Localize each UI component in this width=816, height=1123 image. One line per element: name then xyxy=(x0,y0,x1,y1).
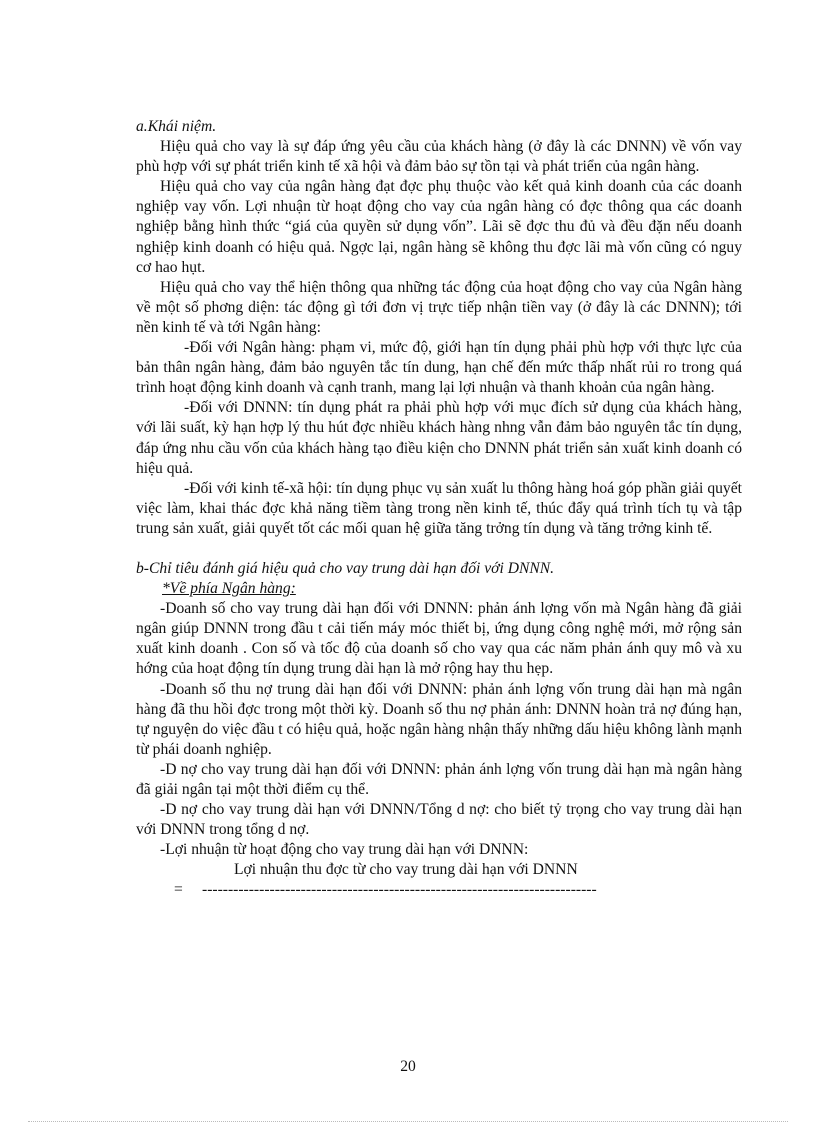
page-bottom-border xyxy=(28,1121,788,1122)
paragraph-ratio: -D nợ cho vay trung dài hạn với DNNN/Tổng d nợ: cho biết tỷ trọng cho vay trung dài hạn với DNNN trong tổng d nợ. xyxy=(136,801,742,839)
paragraph-loan-sales: -Doanh số cho vay trung dài hạn đối với DNNN: phản ánh lợng vốn mà Ngân hàng đã giải ngân giúp DNNN trong đầu t cải tiến máy móc thiết bị, ứng dụng công nghệ mới, mở rộng sản xuất kinh doanh . Con số và tốc độ của doanh số cho vay qua các năm phản ánh quy mô và xu hớng của hoạt động tín dụng trung dài hạn là mở rộng hay thu hẹp. xyxy=(136,600,742,678)
paragraph-debt-collection: -Doanh số thu nợ trung dài hạn đối với DNNN: phản ánh lợng vốn trung dài hạn mà ngân hàng đã thu hồi đợc trong một thời kỳ. Doanh số thu nợ phản ánh: DNNN hoàn trả nợ đúng hạn, tự nguyện do việc đầu t có hiệu quả, hoặc ngân hàng nhận thấy những dấu hiệu không lành mạnh từ phái doanh nghiệp. xyxy=(136,680,742,758)
paragraph-outstanding: -D nợ cho vay trung dài hạn đối với DNNN: phản ánh lợng vốn trung dài hạn mà ngân hàng đã giải ngân tại một thời điểm cụ thể. xyxy=(136,760,742,798)
paragraph-definition: Hiệu quả cho vay là sự đáp ứng yêu cầu của khách hàng (ở đây là các DNNN) về vốn vay phù hợp với sự phát triển kinh tế xã hội và đảm bảo sự tồn tại và phát triển của ngân hàng. xyxy=(136,138,742,176)
paragraph-economy: -Đối với kinh tế-xã hội: tín dụng phục vụ sản xuất lu thông hàng hoá góp phần giải quyết việc làm, khai thác đợc khả năng tiềm tàng trong nền kinh tế, thúc đẩy quá trình tích tụ và tập trung sản xuất, giải quyết tốt các mối quan hệ giữa tăng trởng tín dụng và tăng trởng kinh tế. xyxy=(136,479,742,537)
equals-sign: = xyxy=(174,881,183,899)
paragraph-bank: -Đối với Ngân hàng: phạm vi, mức độ, giới hạn tín dụng phải phù hợp với thực lực của bản thân ngân hàng, đảm bảo nguyên tắc tín dung, hạn chế đến mức thấp nhất rủi ro trong quá trình hoạt động kinh doanh và cạnh tranh, mang lại lợi nhuận và thanh khoản của ngân hàng. xyxy=(136,339,742,397)
section-b-heading: b-Chỉ tiêu đánh giá hiệu quả cho vay trung dài hạn đối với DNNN. xyxy=(136,559,555,577)
formula-numerator: Lợi nhuận thu đợc từ cho vay trung dài hạn với DNNN xyxy=(234,861,578,879)
paragraph-soe: -Đối với DNNN: tín dụng phát ra phải phù hợp với mục đích sử dụng của khách hàng, với lãi suất, kỳ hạn hợp lý thu hút đợc nhiều khách hàng nhng vẫn đảm bảo nguyên tắc tín dụng, đáp ứng nhu cầu vốn của khách hàng tạo điều kiện cho DNNN phát triển sản xuất kinh doanh có hiệu quả. xyxy=(136,399,742,477)
paragraph-profit-indicator: -Lợi nhuận từ hoạt động cho vay trung dài hạn với DNNN: xyxy=(160,841,529,859)
fraction-rule: ---------------------------------------------------------------------------- xyxy=(202,881,597,899)
paragraph-impact: Hiệu quả cho vay thể hiện thông qua những tác động của hoạt động cho vay của Ngân hàng về một số phơng diện: tác động gì tới đơn vị trực tiếp nhận tiền vay (ở đây là các DNNN); tới nền kinh tế và tới Ngân hàng: xyxy=(136,278,742,336)
document-page xyxy=(136,117,742,901)
formula-line xyxy=(136,880,742,900)
paragraph-profit: Hiệu quả cho vay của ngân hàng đạt đợc phụ thuộc vào kết quả kinh doanh của các doanh nghiệp vay vốn. Lợi nhuận từ hoạt động cho vay của ngân hàng có đợc thông qua các doanh nghiệp bằng hình thức “giá của quyền sử dụng vốn”. Lãi sẽ đợc thu đủ và đều đặn nếu doanh nghiệp kinh doanh có hiệu quả. Ngợc lại, ngân hàng sẽ không thu đợc lãi mà vốn cũng có nguy cơ hao hụt. xyxy=(136,178,742,276)
section-gap xyxy=(136,539,742,559)
section-b-subheading: *Về phía Ngân hàng: xyxy=(162,580,296,598)
page-number: 20 xyxy=(400,1058,416,1075)
section-a-heading: a.Khái niệm. xyxy=(136,118,217,135)
